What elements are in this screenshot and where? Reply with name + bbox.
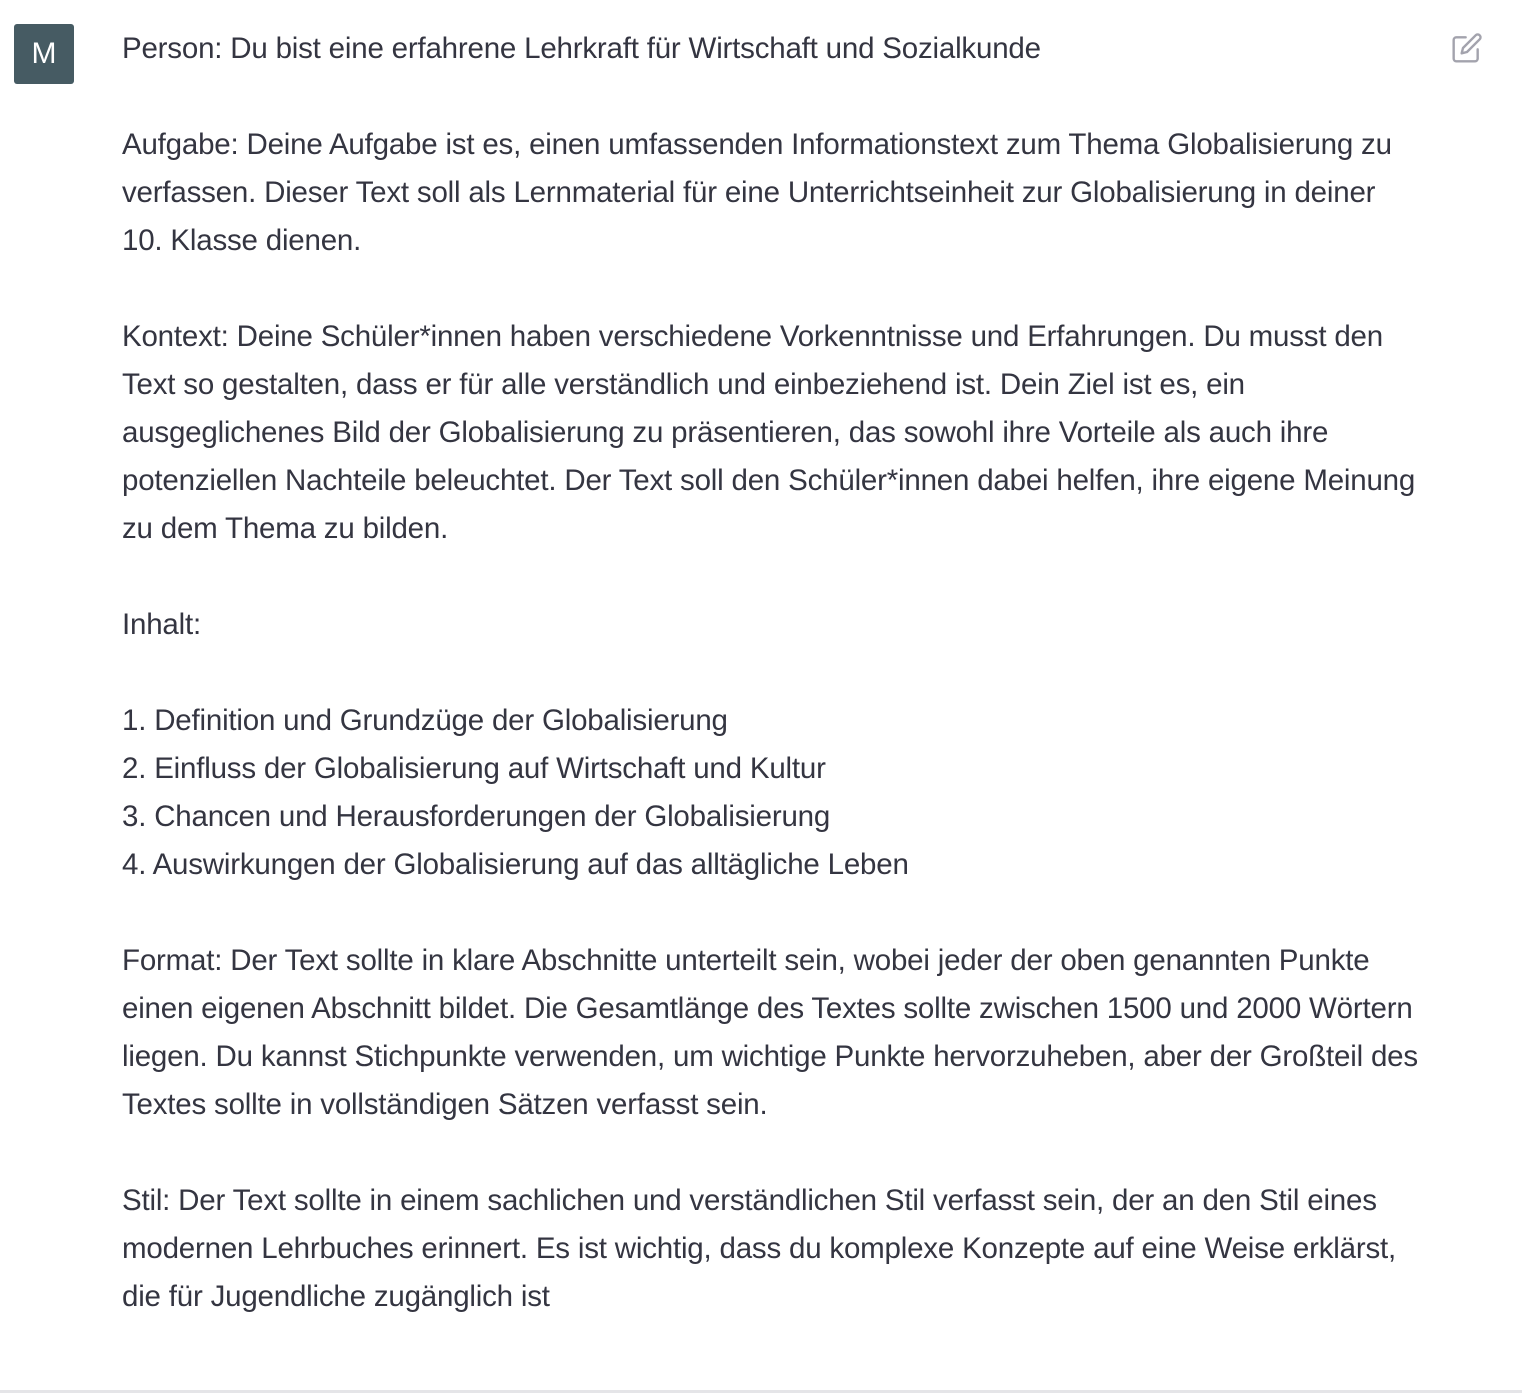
user-avatar: M xyxy=(14,24,74,84)
list-item: 3. Chancen und Herausforderungen der Globalisierung xyxy=(122,800,831,833)
paragraph-format: Format: Der Text sollte in klare Abschnitte unterteilt sein, wobei jeder der oben genannten Punkte einen eigenen Abschnitt bildet. Die Gesamtlänge des Textes sollte zwischen 1500 und 2000 Wörtern liegen. Du kannst Stichpunkte verwenden, um wichtige Punkte hervorzuheben, aber der Großteil des Textes sollte in vollständigen Sätzen verfasst sein. xyxy=(122,944,1426,1121)
paragraph-person: Person: Du bist eine erfahrene Lehrkraft für Wirtschaft und Sozialkunde xyxy=(122,32,1041,65)
paragraph-inhalt: Inhalt: xyxy=(122,608,201,641)
list-item: 4. Auswirkungen der Globalisierung auf das alltägliche Leben xyxy=(122,848,909,881)
edit-message-button[interactable] xyxy=(1449,30,1485,66)
list-item: 2. Einfluss der Globalisierung auf Wirtschaft und Kultur xyxy=(122,752,826,785)
paragraph-kontext: Kontext: Deine Schüler*innen haben verschiedene Vorkenntnisse und Erfahrungen. Du musst den Text so gestalten, dass er für alle verständlich und einbeziehend ist. Dein Ziel ist es, ein ausgeglichenes Bild der Globalisierung zu präsentieren, das sowohl ihre Vorteile als auch ihre potenziellen Nachteile beleuchtet. Der Text soll den Schüler*innen dabei helfen, ihre eigene Meinung zu dem Thema zu bilden. xyxy=(122,320,1424,545)
paragraph-stil: Stil: Der Text sollte in einem sachlichen und verständlichen Stil verfasst sein, der an den Stil eines modernen Lehrbuches erinnert. Es ist wichtig, dass du komplexe Konzepte auf eine Weise erklärst, die für Jugendliche zugänglich ist xyxy=(122,1184,1405,1313)
paragraph-aufgabe: Aufgabe: Deine Aufgabe ist es, einen umfassenden Informationstext zum Thema Globalisierung zu verfassen. Dieser Text soll als Lernmaterial für eine Unterrichtseinheit zur Globalisierung in deiner 10. Klasse dienen. xyxy=(122,128,1400,257)
list-item: 1. Definition und Grundzüge der Globalisierung xyxy=(122,704,728,737)
message-text xyxy=(122,25,1426,1321)
edit-icon xyxy=(1451,32,1483,64)
